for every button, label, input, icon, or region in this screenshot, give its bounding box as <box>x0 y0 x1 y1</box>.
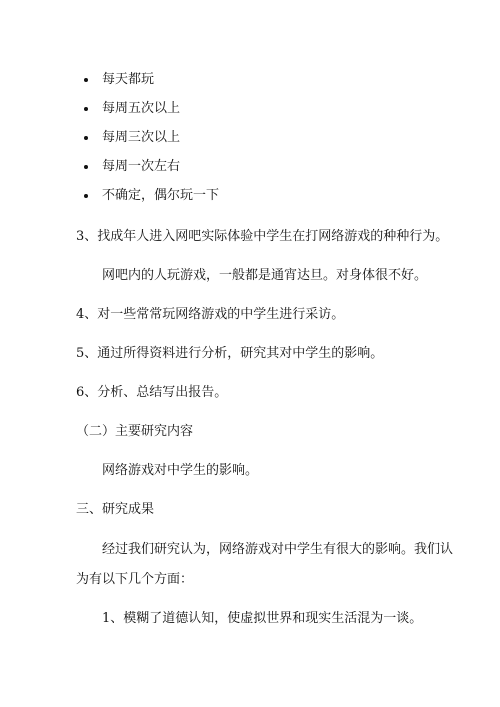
list-item: 不确定，偶尔玩一下 <box>102 188 220 203</box>
list-item: 每周五次以上 <box>102 101 181 116</box>
list-item: 每天都玩 <box>102 72 155 87</box>
bullet-dot-icon <box>84 107 88 111</box>
paragraph-step-4: 4、对一些常常玩网络游戏的中学生进行采访。 <box>76 307 345 322</box>
paragraph-results-line-2: 为有以下几个方面： <box>76 572 194 587</box>
list-item: 每周三次以上 <box>102 130 181 145</box>
paragraph-sec2-body: 网络游戏对中学生的影响。 <box>102 463 259 478</box>
paragraph-step-5: 5、通过所得资料进行分析，研究其对中学生的影响。 <box>76 346 384 361</box>
bullet-dot-icon <box>84 194 88 198</box>
paragraph-step-6: 6、分析、总结写出报告。 <box>76 385 228 400</box>
paragraph-results-line-1: 经过我们研究认为，网络游戏对中学生有很大的影响。我们认 <box>102 542 454 557</box>
bullet-dot-icon <box>84 136 88 140</box>
paragraph-step-3-note: 网吧内的人玩游戏，一般都是通宵达旦。对身体很不好。 <box>102 268 428 283</box>
bullet-dot-icon <box>84 165 88 169</box>
paragraph-step-3: 3、找成年人进入网吧实际体验中学生在打网络游戏的种种行为。 <box>76 229 449 244</box>
section-heading: （二）主要研究内容 <box>76 424 194 439</box>
paragraph-point-1: 1、模糊了道德认知，使虚拟世界和现实生活混为一谈。 <box>102 611 423 626</box>
bullet-dot-icon <box>84 78 88 82</box>
list-item: 每周一次左右 <box>102 159 181 174</box>
section-heading: 三、研究成果 <box>76 502 155 517</box>
